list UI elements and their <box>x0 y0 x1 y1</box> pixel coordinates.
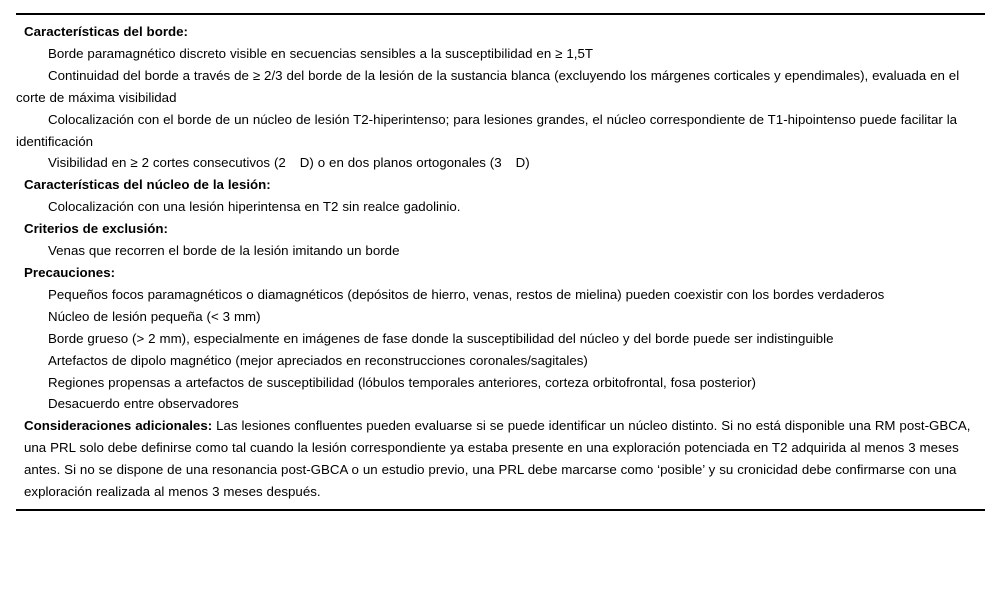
criteria-item: Venas que recorren el borde de la lesión imitando un borde <box>48 243 400 259</box>
section-heading-exclusion-criteria: Criterios de exclusión: <box>24 221 168 237</box>
additional-considerations-body: Las lesiones confluentes pueden evaluarse si se puede identificar un núcleo distinto. Si no está disponible una RM post-GBCA, una PRL solo debe definirse como tal cuando la lesión correspondiente ya estaba presente en una exploración potenciada en T2 adquirida al menos 3 meses antes. Si no se dispone de una resonancia post-GBCA o un estudio previo, una PRL debe marcarse como ‘posible’ y su cronicidad debe confirmarse con una exploración realizada al menos 3 meses después. <box>24 418 971 500</box>
section-heading-core-characteristics: Características del núcleo de la lesión: <box>24 177 271 193</box>
section-heading-rim-characteristics: Características del borde: <box>24 24 188 39</box>
criteria-item: Desacuerdo entre observadores <box>48 396 239 412</box>
criteria-item-segment-2: D) o en dos planos ortogonales (3 <box>299 155 502 171</box>
criteria-item: Núcleo de lesión pequeña (< 3 mm) <box>48 308 261 324</box>
criteria-table <box>16 13 985 511</box>
criteria-item-segment-1: Visibilidad en ≥ 2 cortes consecutivos (2 <box>48 155 286 171</box>
criteria-item: Borde grueso (> 2 mm), especialmente en imágenes de fase donde la susceptibilidad del núcleo y del borde puede ser indistinguible <box>48 330 834 346</box>
criteria-item: Colocalización con una lesión hiperintensa en T2 sin realce gadolinio. <box>48 199 461 215</box>
criteria-item: Pequeños focos paramagnéticos o diamagnéticos (depósitos de hierro, venas, restos de mielina) pueden coexistir con los bordes verdaderos <box>48 286 885 302</box>
criteria-item-dimensions <box>16 152 985 174</box>
criteria-item-segment-3: D) <box>515 155 530 171</box>
criteria-item: Colocalización con el borde de un núcleo de lesión T2-hiperintenso; para lesiones grandes, el núcleo correspondiente de T1-hipointenso puede facilitar la identificación <box>16 111 958 149</box>
criteria-item: Borde paramagnético discreto visible en secuencias sensibles a la susceptibilidad en ≥ 1,5T <box>48 45 594 61</box>
additional-considerations-label: Consideraciones adicionales: <box>24 418 213 434</box>
criteria-item: Artefactos de dipolo magnético (mejor apreciados en reconstrucciones coronales/sagitales) <box>48 352 588 368</box>
section-heading-precautions: Precauciones: <box>24 264 116 280</box>
criteria-item: Regiones propensas a artefactos de susceptibilidad (lóbulos temporales anteriores, corteza orbitofrontal, fosa posterior) <box>48 374 756 390</box>
criteria-item: Continuidad del borde a través de ≥ 2/3 del borde de la lesión de la sustancia blanca (excluyendo los márgenes corticales y ependimales), evaluada en el corte de máxima visibilidad <box>16 67 960 105</box>
additional-considerations-paragraph <box>16 415 985 503</box>
